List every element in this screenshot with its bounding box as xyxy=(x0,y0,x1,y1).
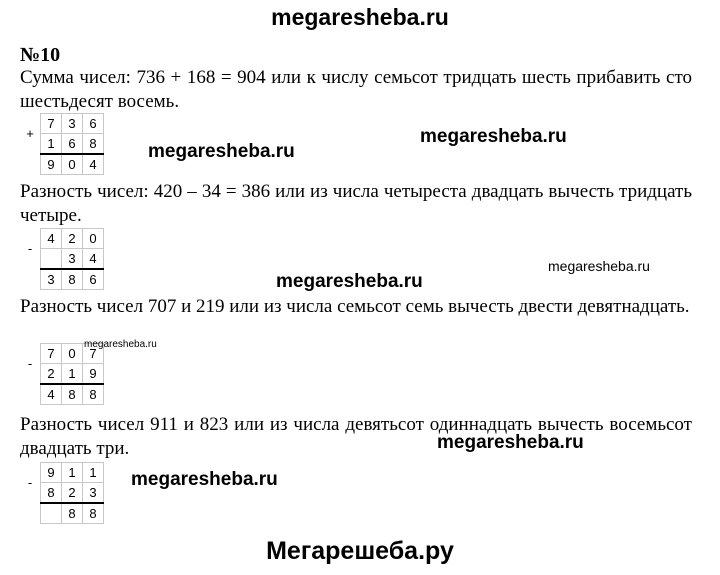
empty-cell xyxy=(20,269,41,290)
digit-cell: 1 xyxy=(41,134,62,155)
digit-cell: 2 xyxy=(62,483,83,504)
digit-cell: 1 xyxy=(62,463,83,483)
digit-cell: 3 xyxy=(83,483,104,504)
result-cell: 8 xyxy=(62,384,83,405)
digit-cell: 0 xyxy=(62,344,83,364)
watermark: megaresheba.ru xyxy=(148,141,295,162)
digit-cell xyxy=(41,249,62,270)
result-cell: 9 xyxy=(41,154,62,175)
paragraph-4: Разность чисел 911 и 823 или из числа девятьсот одиннадцать вычесть восемьсот двадцать три. xyxy=(20,414,692,459)
calculation-3 xyxy=(20,343,104,405)
digit-cell: 6 xyxy=(62,134,83,155)
digit-cell: 4 xyxy=(83,249,104,270)
result-cell: 6 xyxy=(83,269,104,290)
result-cell: 3 xyxy=(41,269,62,290)
digit-cell: 1 xyxy=(83,463,104,483)
watermark: megaresheba.ru xyxy=(437,432,584,453)
digit-cell: 9 xyxy=(83,364,104,385)
watermark: megaresheba.ru xyxy=(276,271,423,292)
calculation-2 xyxy=(20,228,104,290)
digit-cell: 2 xyxy=(62,229,83,249)
watermark: megaresheba.ru xyxy=(84,339,157,350)
minus-sign: - xyxy=(27,241,33,257)
result-cell xyxy=(41,503,62,524)
digit-cell: 3 xyxy=(62,114,83,134)
site-footer: Мегарешеба.ру xyxy=(266,537,454,565)
result-cell: 8 xyxy=(62,503,83,524)
digit-cell: 4 xyxy=(41,229,62,249)
paragraph-3: Разность чисел 707 и 219 или из числа семьсот семь вычесть двести девятнадцать. xyxy=(20,296,690,317)
digit-cell: 7 xyxy=(41,344,62,364)
paragraph-1: Сумма чисел: 736 + 168 = 904 или к числу семьсот тридцать шесть прибавить сто шестьдесят восемь. xyxy=(20,67,692,112)
empty-cell xyxy=(20,503,41,524)
digit-cell: 0 xyxy=(83,229,104,249)
empty-cell xyxy=(20,384,41,405)
digit-cell: 3 xyxy=(62,249,83,270)
minus-sign: - xyxy=(27,356,33,372)
watermark: megaresheba.ru xyxy=(131,469,278,490)
result-cell: 8 xyxy=(83,503,104,524)
paragraph-2: Разность чисел: 420 – 34 = 386 или из числа четыреста двадцать вычесть тридцать четыре. xyxy=(20,181,692,226)
digit-cell: 8 xyxy=(83,134,104,155)
digit-cell: 6 xyxy=(83,114,104,134)
digit-cell: 7 xyxy=(83,344,104,364)
result-cell: 8 xyxy=(62,269,83,290)
site-header[interactable]: megaresheba.ru xyxy=(271,4,449,30)
digit-cell: 2 xyxy=(41,364,62,385)
digit-cell: 9 xyxy=(41,463,62,483)
digit-cell: 7 xyxy=(41,114,62,134)
calculation-4 xyxy=(20,462,104,524)
result-cell: 4 xyxy=(41,384,62,405)
minus-sign: - xyxy=(27,475,33,491)
result-cell: 4 xyxy=(83,154,104,175)
watermark: megaresheba.ru xyxy=(420,126,567,147)
digit-cell: 1 xyxy=(62,364,83,385)
problem-number: №10 xyxy=(20,44,61,66)
result-cell: 8 xyxy=(83,384,104,405)
empty-cell xyxy=(20,154,41,175)
watermark: megaresheba.ru xyxy=(548,258,650,274)
calculation-1 xyxy=(20,113,104,175)
result-cell: 0 xyxy=(62,154,83,175)
digit-cell: 8 xyxy=(41,483,62,504)
plus-sign: + xyxy=(26,126,34,142)
